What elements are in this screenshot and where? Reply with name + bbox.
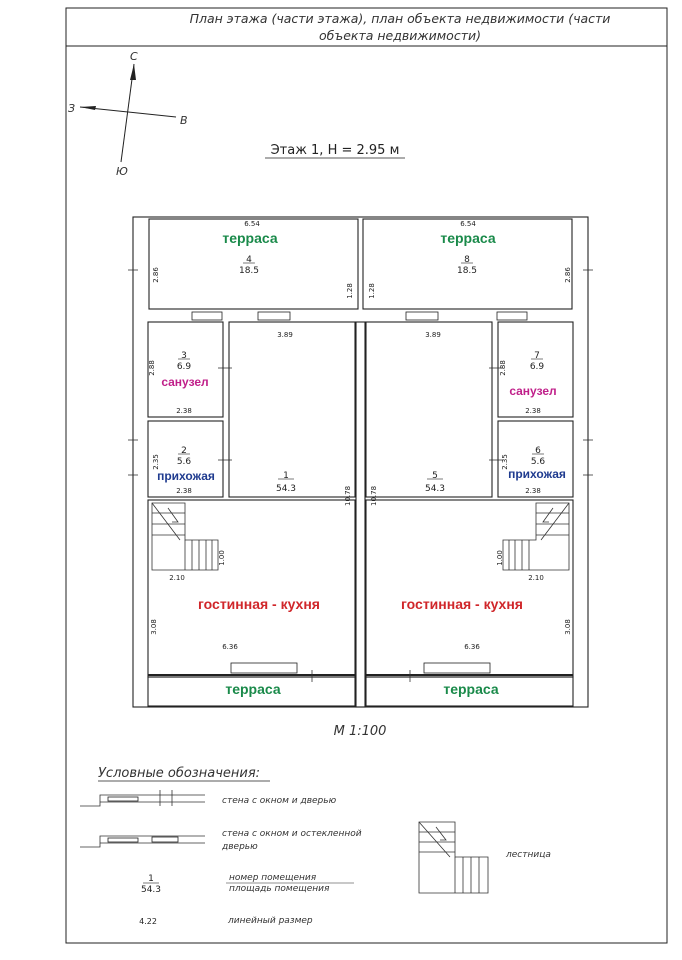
dim-bath-left-depth: 2.88 [148,360,156,376]
dim-kitchen-right-width: 6.36 [464,643,480,651]
room-7-area: 6.9 [529,362,545,372]
terrace-bottom-right-label: терраса [443,681,499,697]
room-3-area: 6.9 [176,362,192,372]
dim-kitchen-left-width: 6.36 [222,643,238,651]
dim-hall-left-depth: 2.35 [152,454,160,470]
dim-hall-right-depth: 2.35 [501,454,509,470]
room-6-number: 6 [535,446,541,456]
room-2-label: прихожая [157,469,215,483]
room-8-area: 18.5 [456,266,478,276]
terrace-bottom-left-label: терраса [225,681,281,697]
dim-terrace-right-gap: 1.28 [368,283,376,299]
room-2-number: 2 [181,446,187,456]
dim-terrace-right-depth: 2.86 [564,267,572,283]
legend-room-area-text: площадь помещения [229,884,330,894]
header-line-1: План этажа (части этажа), план объекта недвижимости (части [189,11,611,26]
dim-bath-right-depth: 2.88 [499,360,507,376]
legend-wall-glazed-door-text-2: дверью [222,842,258,852]
stairs-left [152,503,218,570]
room-8-number: 8 [464,255,470,265]
room-4 [222,230,277,276]
room-6 [508,446,566,481]
room-5-label: гостинная - кухня [401,596,523,612]
room-7 [509,351,556,398]
scale-label: М 1:100 [333,724,387,739]
dim-terrace-left-width: 6.54 [244,220,260,228]
dim-stairs-left-width: 2.10 [169,574,185,582]
legend-sample-area: 54.3 [140,885,162,895]
room-1-label: гостинная - кухня [198,596,320,612]
dim-kitchen-left-depth: 3.08 [150,619,158,635]
legend-title: Условные обозначения: [98,766,261,781]
header-line-2: объекта недвижимости) [319,28,481,43]
compass-east: В [180,114,188,127]
room-8 [440,230,495,276]
dim-bath-left-width: 2.38 [176,407,192,415]
legend-stairs-icon [419,822,488,893]
room-4-label: терраса [222,230,278,246]
legend-stairs-text: лестница [506,850,551,860]
compass-south: Ю [116,165,128,178]
plan-walls [133,217,588,707]
room-5-area: 54.3 [424,484,446,494]
floor-title: Этаж 1, H = 2.95 м [270,143,400,158]
legend-sample-dim: 4.22 [139,917,157,926]
room-6-area: 5.6 [530,457,546,467]
room-3-label: санузел [161,375,209,389]
room-3-number: 3 [181,351,187,361]
room-5 [401,471,523,612]
compass-icon [68,50,188,178]
legend-wall-window-door-symbol [80,790,205,806]
legend-sample-number: 1 [148,874,154,884]
room-2 [157,446,215,483]
room-1-area: 54.3 [275,484,297,494]
dim-stairs-left-step: 1.00 [218,550,226,566]
legend-wall-glazed-door-text-1: стена с окном и остекленной [222,829,362,839]
room-6-label: прихожая [508,467,566,481]
room-7-number: 7 [534,351,540,361]
room-5-number: 5 [432,471,438,481]
legend-wall-window-door-text: стена с окном и дверью [222,796,337,806]
dim-living-right-length: 10.78 [370,485,378,507]
dim-stairs-right-step: 1.00 [496,550,504,566]
compass-west: З [68,102,76,115]
dim-terrace-left-depth: 2.86 [152,267,160,283]
legend-wall-glazed-door-symbol [80,836,205,847]
compass-north: С [130,50,138,63]
room-4-area: 18.5 [238,266,260,276]
room-7-label: санузел [509,384,557,398]
legend-linear-dim-text: линейный размер [228,916,313,926]
room-3 [161,351,208,389]
room-8-label: терраса [440,230,496,246]
room-4-number: 4 [246,255,252,265]
dim-terrace-right-width: 6.54 [460,220,476,228]
dim-stairs-right-width: 2.10 [528,574,544,582]
dim-hall-left-width: 2.38 [176,487,192,495]
dim-bath-right-width: 2.38 [525,407,541,415]
room-1-number: 1 [283,471,289,481]
stairs-right [503,503,569,570]
dim-living-right-width: 3.89 [425,331,441,339]
dim-kitchen-right-depth: 3.08 [564,619,572,635]
dim-living-left-width: 3.89 [277,331,293,339]
dim-terrace-left-gap: 1.28 [346,283,354,299]
dim-living-left-length: 10.78 [344,485,352,507]
legend-room-number-text: номер помещения [229,873,317,883]
room-2-area: 5.6 [176,457,192,467]
room-1 [198,471,320,612]
dim-hall-right-width: 2.38 [525,487,541,495]
